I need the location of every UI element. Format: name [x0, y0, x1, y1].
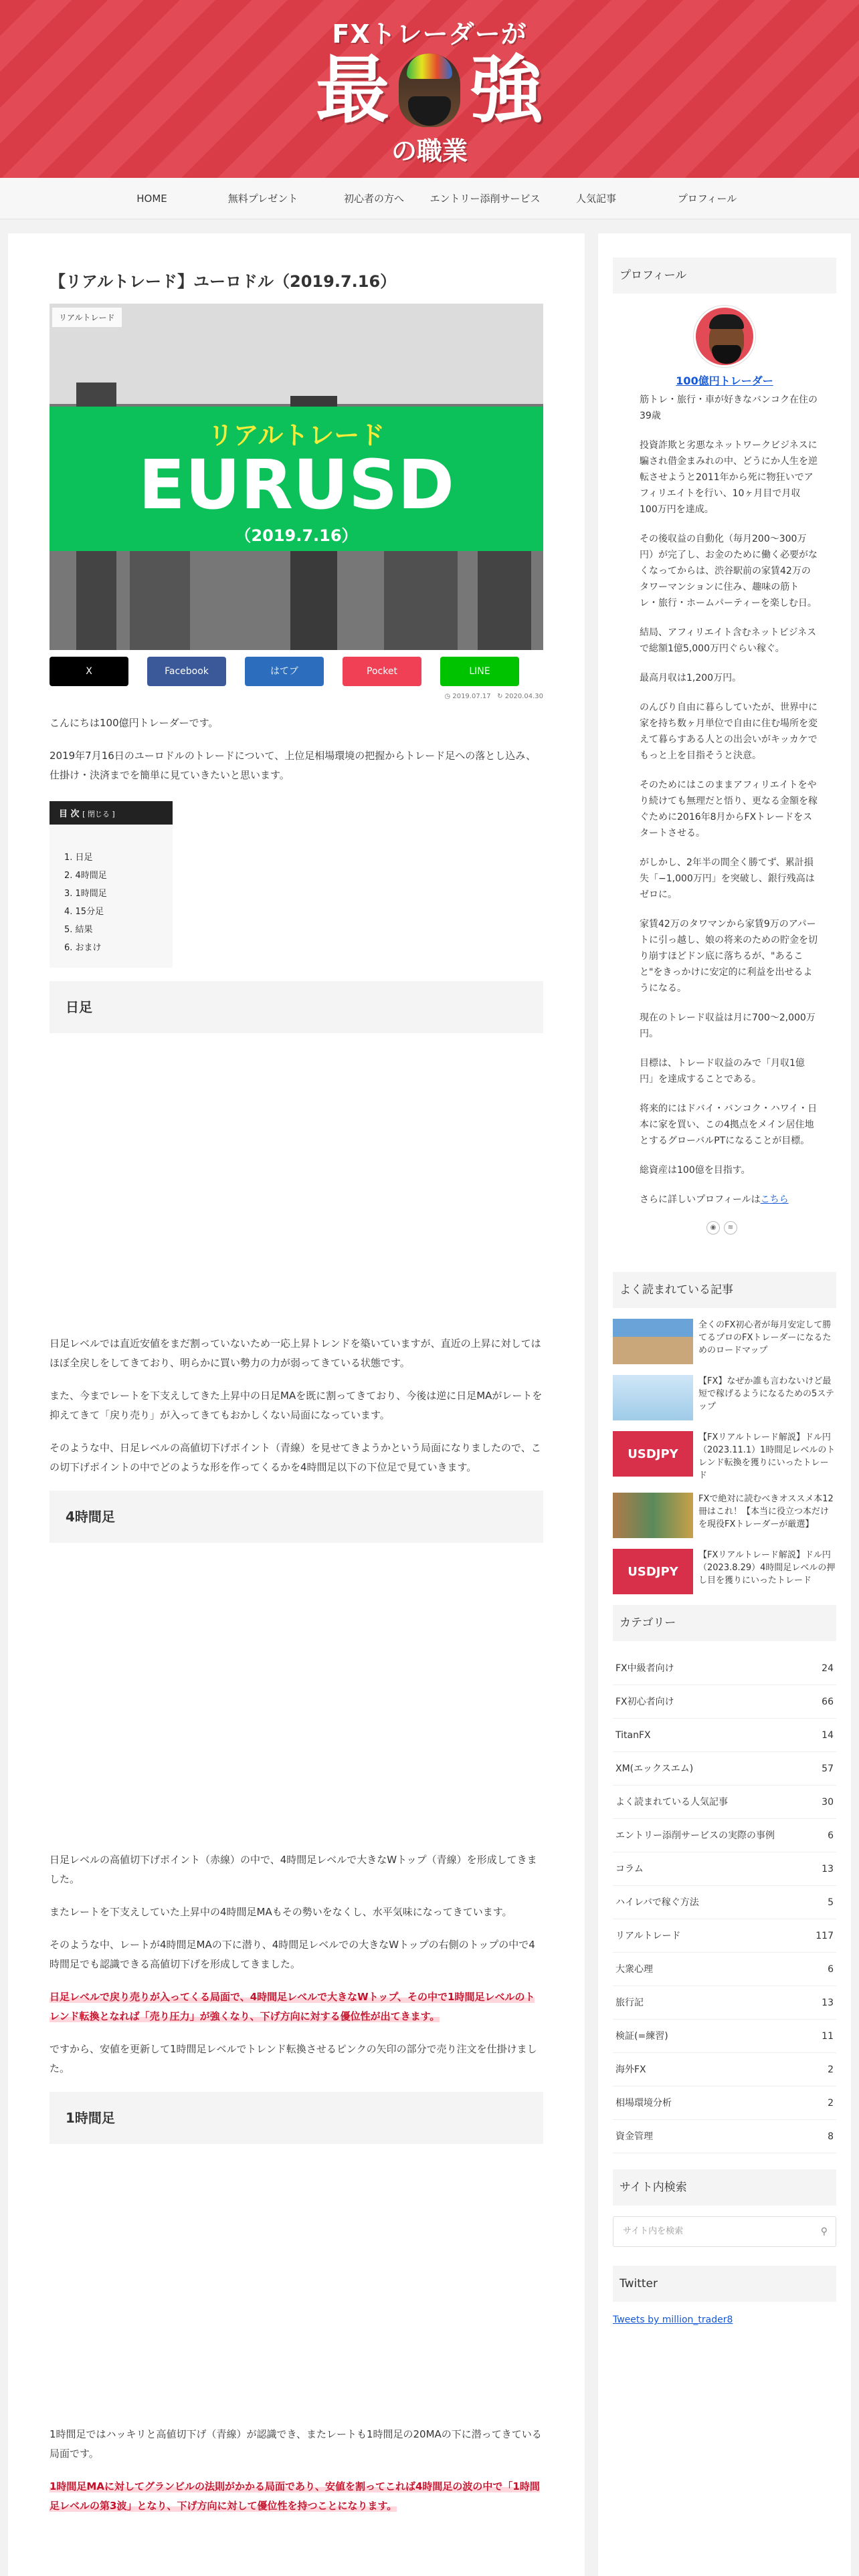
- popular-title: 【FXリアルトレード解説】ドル円（2023.8.29）4時間足レベルの押し目を獲りにいったトレード: [698, 1550, 836, 1586]
- daily-paragraph-3: そのような中、日足レベルの高値切下げポイント（青線）を見せてきようかという局面になりましたので、この切下げポイントの中でどのような形を作ってくるかを4時間足以下の下位足で見ていきます。: [50, 1442, 541, 1473]
- category-item[interactable]: 相場環境分析 2: [613, 2086, 836, 2120]
- feed-icon[interactable]: ◉: [706, 1221, 720, 1235]
- profile-paragraph: 家賃42万のタワマンから家賃9万のアパートに引っ越し、娘の将来のための貯金を切り崩すほどドン底に落ちるが、"あること"をきっかけに安定的に利益を出せるようになる。: [640, 919, 818, 994]
- h1-paragraph-1: 1時間足ではハッキリと高値切下げ（青線）が認識でき、またレートも1時間足の20MAの下に潜ってきている局面です。: [50, 2428, 542, 2460]
- date-updated: 2020.04.30: [504, 693, 543, 700]
- section-heading-daily: 日足: [50, 981, 543, 1033]
- profile-paragraph: そのためにはこのままアフィリエイトをやり続けても無理だと悟り、更なる金額を稼ぐために2016年8月からFXトレードをスタートさせる。: [640, 780, 818, 839]
- toc-item[interactable]: 2. 4時間足: [64, 871, 107, 881]
- site-header: [0, 0, 859, 178]
- daily-paragraph-1: 日足レベルでは直近安値をまだ割っていないため一応上昇トレンドを築いていますが、直近の上昇に対してはほぼ全戻しをしてきており、明らかに買い勢力の力が弱ってきている状態です。: [50, 1337, 541, 1369]
- widget-title-popular: よく読まれている記事: [613, 1272, 836, 1308]
- popular-thumb: USDJPY: [613, 1549, 693, 1594]
- profile-paragraph: 結局、アフィリエイト含むネットビジネスで総額1億5,000万円ぐらい稼ぐ。: [640, 627, 817, 654]
- section-heading-4h: 4時間足: [50, 1491, 543, 1543]
- post-dates: [50, 693, 543, 700]
- eyecatch-band: [50, 407, 543, 551]
- category-list: [613, 1652, 836, 2153]
- popular-title: 【FXリアルトレード解説】ドル円（2023.11.1）1時間足レベルのトレンド転換を獲りにいったトレード: [698, 1432, 836, 1481]
- logo-bottom-text: の職業: [391, 136, 468, 166]
- article-title: 【リアルトレード】ユーロドル（2019.7.16）: [50, 272, 397, 291]
- eyecatch-line2: EURUSD: [138, 445, 454, 525]
- profile-more: [640, 1192, 818, 1208]
- profile-name-link[interactable]: 100億円トレーダー: [676, 374, 773, 387]
- refresh-icon: ↻: [497, 693, 503, 700]
- article: [8, 233, 585, 2576]
- profile-paragraph: 目標は、トレード収益のみで「月収1億円」を達成することである。: [640, 1058, 805, 1085]
- popular-title: FXで絶対に読むべきオススメ本12冊はこれ！【本当に役立つ本だけを現役FXトレーダーが厳選】: [698, 1494, 834, 1529]
- share-buttons: [50, 657, 543, 686]
- profile-paragraph: 総資産は100億を目指す。: [640, 1165, 751, 1176]
- nav-beginners[interactable]: 初心者の方へ: [343, 193, 404, 205]
- popular-title: 【FX】なぜか誰も言わないけど最短で稼げるようになるための5ステップ: [698, 1376, 835, 1412]
- category-item[interactable]: コラム 13: [613, 1852, 836, 1886]
- widget-title-categories: カテゴリー: [613, 1605, 836, 1641]
- intro-paragraph-2: 2019年7月16日のユーロドルのトレードについて、上位足相場環境の把握からトレード足への落とし込み、仕掛け・決済までを簡単に見ていきたいと思います。: [50, 750, 537, 781]
- highlight-text: 1時間足MAに対してグランビルの法則がかかる局面であり、安値を割ってこれば4時間足の波の中で「1時間足レベルの第3波」となり、下げ方向に対して優位性を持つことになります。: [50, 2480, 540, 2512]
- table-of-contents: [50, 801, 173, 968]
- share-x-button[interactable]: X: [50, 657, 128, 686]
- section-heading-1h: 1時間足: [50, 2092, 543, 2144]
- popular-thumb: [613, 1375, 693, 1420]
- popular-item[interactable]: [613, 1493, 836, 1538]
- category-item[interactable]: FX初心者向け 66: [613, 1685, 836, 1719]
- intro-paragraph-1: こんにちは100億円トレーダーです。: [50, 717, 219, 729]
- global-nav: [0, 178, 859, 219]
- popular-item[interactable]: [613, 1549, 836, 1594]
- popular-thumb: USDJPY: [613, 1431, 693, 1477]
- h4-paragraph-2: またレートを下支えしていた上昇中の4時間足MAもその勢いをなくし、水平気味になってきています。: [50, 1906, 512, 1918]
- toc-item[interactable]: 4. 15分足: [64, 907, 104, 917]
- site-logo[interactable]: [308, 9, 551, 170]
- category-item[interactable]: 資金管理 8: [613, 2120, 836, 2153]
- share-line-button[interactable]: LINE: [440, 657, 519, 686]
- profile-paragraph: がしかし、2年半の間全く勝てず、累計損失「−1,000万円」を突破し、銀行残高はゼロに。: [640, 857, 815, 900]
- share-pocket-button[interactable]: Pocket: [343, 657, 421, 686]
- toc-item[interactable]: 1. 日足: [64, 853, 93, 863]
- logo-face-illustration: [399, 53, 460, 127]
- profile-paragraph: 投資詐欺と劣悪なネットワークビジネスに騙され借金まみれの中、どうにか人生を逆転させようと2011年から死に物狂いでアフィリエイトを行い、10ヶ月目で月収100万円を達成。: [640, 440, 818, 515]
- logo-top-text: FXトレーダーが: [332, 19, 527, 49]
- chart-placeholder-daily: [50, 1033, 543, 1321]
- logo-char-1: 最: [316, 47, 389, 133]
- profile-more-link[interactable]: こちら: [760, 1194, 789, 1205]
- h4-paragraph-1: 日足レベルの高値切下げポイント（赤線）の中で、4時間足レベルで大きなWトップ（青線）を形成してきました。: [50, 1854, 537, 1885]
- profile-social-icons: [613, 1221, 836, 1235]
- h4-paragraph-3: そのような中、レートが4時間足MAの下に潜り、4時間足レベルでの大きなWトップの右側のトップの中で4時間足でも認識できる高値切下げを形成してきました。: [50, 1939, 535, 1970]
- clock-icon: ◷: [444, 693, 451, 700]
- category-item[interactable]: ハイレバで稼ぐ方法 5: [613, 1886, 836, 1919]
- category-label[interactable]: リアルトレード: [52, 308, 122, 327]
- share-facebook-button[interactable]: Facebook: [147, 657, 226, 686]
- profile-paragraph: 筋トレ・旅行・車が好きなバンコク在住の39歳: [640, 395, 818, 421]
- profile-paragraph: 将来的にはドバイ・バンコク・ハワイ・日本に家を買い、この4拠点をメイン居住地とするグローバルPTになることが目標。: [640, 1103, 818, 1146]
- h4-paragraph-highlight: [50, 1988, 543, 2026]
- highlight-text: 日足レベルで戻り売りが入ってくる局面で、4時間足レベルで大きなWトップ、その中で1時間足レベルのトレンド転換となれば「売り圧力」が強くなり、下げ方向に対する優位性が出てきます。: [50, 1991, 535, 2022]
- category-item[interactable]: よく読まれている人気記事 30: [613, 1786, 836, 1819]
- popular-item[interactable]: [613, 1431, 836, 1482]
- share-hatena-button[interactable]: はてブ: [245, 657, 324, 686]
- popular-thumb: [613, 1319, 693, 1364]
- nav-entry-review[interactable]: エントリー添削サービス: [430, 193, 541, 205]
- rss-icon[interactable]: ≋: [724, 1221, 737, 1235]
- avatar: [694, 306, 755, 367]
- toc-item[interactable]: 5. 結果: [64, 925, 93, 935]
- popular-item[interactable]: [613, 1319, 836, 1364]
- category-item[interactable]: 検証(=練習) 11: [613, 2020, 836, 2053]
- toc-close-toggle[interactable]: [ 閉じる ]: [82, 810, 115, 819]
- sidebar: [598, 233, 851, 2576]
- category-item[interactable]: 海外FX 2: [613, 2053, 836, 2086]
- category-item[interactable]: エントリー添削サービスの実際の事例 6: [613, 1819, 836, 1852]
- category-item[interactable]: TitanFX 14: [613, 1719, 836, 1752]
- popular-title: 全くのFX初心者が毎月安定して勝てるプロのFXトレーダーになるためのロードマップ: [698, 1320, 832, 1356]
- category-item[interactable]: 大衆心理 6: [613, 1953, 836, 1986]
- search-input[interactable]: サイト内を検索 ⚲: [613, 2216, 836, 2247]
- date-published: 2019.07.17: [452, 693, 491, 700]
- profile-paragraph: のんびり自由に暮らしていたが、世界中に家を持ち数ヶ月単位で自由に住む場所を変えて暮らすある人との出会いがキッカケでもっと上を目指そうと決意。: [640, 702, 818, 761]
- nav-popular[interactable]: 人気記事: [575, 193, 616, 205]
- toc-title: 目 次: [59, 809, 80, 819]
- popular-thumb: [613, 1493, 693, 1538]
- profile-paragraph: 現在のトレード収益は月に700〜2,000万円。: [640, 1012, 816, 1039]
- h1-paragraph-highlight: [50, 2477, 543, 2516]
- toc-item[interactable]: 3. 1時間足: [64, 889, 107, 899]
- profile-body: [613, 392, 836, 1208]
- widget-title-twitter: Twitter: [613, 2266, 836, 2302]
- chart-placeholder-1h: [50, 2144, 543, 2411]
- nav-home[interactable]: HOME: [136, 193, 167, 205]
- eyecatch-line3: （2019.7.16）: [235, 526, 358, 545]
- popular-item[interactable]: [613, 1375, 836, 1420]
- profile-paragraph: 最高月収は1,200万円。: [640, 673, 742, 683]
- toc-item[interactable]: 6. おまけ: [64, 943, 102, 953]
- profile-more-prefix: さらに詳しいプロフィールは: [640, 1194, 761, 1205]
- profile-paragraph: その後収益の自動化（毎月200〜300万円）が完了し、お金のために働く必要がなくなってからは、渋谷駅前の家賃42万のタワーマンションに住み、趣味の筋トレ・旅行・ホームパーティーを楽しむ日。: [640, 534, 818, 609]
- eyecatch-image: [50, 304, 543, 650]
- category-item[interactable]: 旅行記 13: [613, 1986, 836, 2020]
- chart-placeholder-4h: [50, 1543, 543, 1837]
- eyecatch-line1: リアルトレード: [207, 421, 385, 450]
- logo-char-2: 強: [470, 47, 543, 133]
- h4-paragraph-5: ですから、安値を更新して1時間足レベルでトレンド転換させるピンクの矢印の部分で売り注文を仕掛けました。: [50, 2043, 537, 2074]
- nav-free-present[interactable]: 無料プレゼント: [227, 193, 298, 205]
- widget-title-profile: プロフィール: [613, 257, 836, 294]
- widget-title-search: サイト内検索: [613, 2169, 836, 2206]
- daily-paragraph-2: また、今までレートを下支えしてきた上昇中の日足MAを既に割ってきており、今後は逆に日足MAがレートを抑えてきて「戻り売り」が入ってきてもおかしくない局面になっています。: [50, 1390, 543, 1421]
- category-item[interactable]: リアルトレード 117: [613, 1919, 836, 1953]
- twitter-timeline-link[interactable]: Tweets by million_trader8: [613, 2315, 733, 2325]
- category-item[interactable]: XM(エックスエム) 57: [613, 1752, 836, 1786]
- search-icon[interactable]: ⚲: [820, 2226, 828, 2237]
- nav-profile[interactable]: プロフィール: [677, 193, 737, 205]
- category-item[interactable]: FX中級者向け 24: [613, 1652, 836, 1685]
